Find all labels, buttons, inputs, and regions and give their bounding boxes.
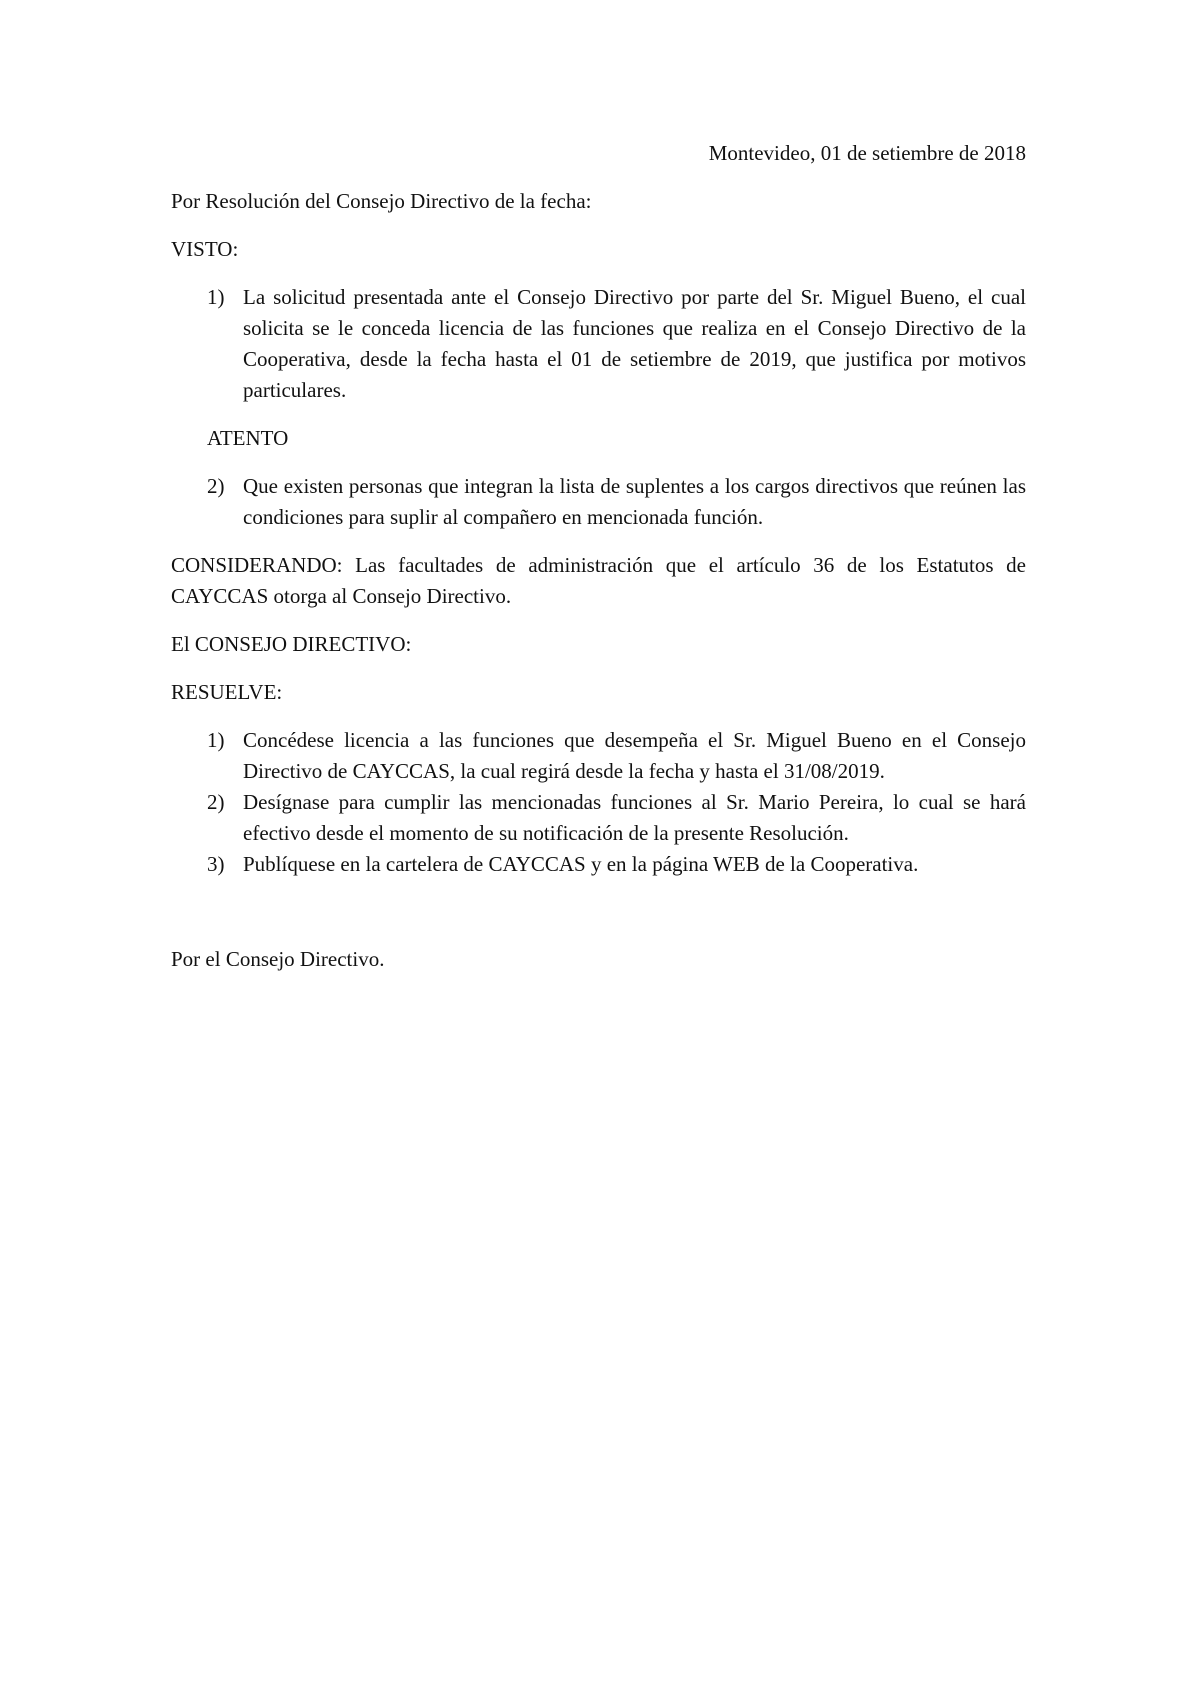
- signature-line: Por el Consejo Directivo.: [171, 947, 385, 971]
- list-item: [171, 787, 1026, 849]
- list-item: [171, 725, 1026, 787]
- list-item: [171, 471, 1026, 533]
- list-item-text: Desígnase para cumplir las mencionadas funciones al Sr. Mario Pereira, lo cual se hará efectivo desde el momento de su notificación de la presente Resolución.: [243, 790, 1026, 845]
- list-item: [171, 282, 1026, 406]
- resuelve-heading: RESUELVE:: [171, 680, 283, 704]
- list-item-text: Que existen personas que integran la lista de suplentes a los cargos directivos que reúnen las condiciones para suplir al compañero en mencionada función.: [243, 474, 1026, 529]
- atento-heading: ATENTO: [207, 426, 289, 450]
- consejo-heading: El CONSEJO DIRECTIVO:: [171, 632, 412, 656]
- resuelve-list: [171, 725, 1026, 880]
- list-item-number: 3): [207, 852, 225, 876]
- visto-heading: VISTO:: [171, 237, 239, 261]
- date-line: Montevideo, 01 de setiembre de 2018: [708, 141, 1026, 165]
- list-item-number: 2): [207, 790, 225, 814]
- considerando-paragraph: CONSIDERANDO: Las facultades de administración que el artículo 36 de los Estatutos de CAYCCAS otorga al Consejo Directivo.: [171, 553, 1026, 608]
- list-item-text: La solicitud presentada ante el Consejo Directivo por parte del Sr. Miguel Bueno, el cual solicita se le conceda licencia de las funciones que realiza en el Consejo Directivo de la Cooperativa, desde la fecha hasta el 01 de setiembre de 2019, que justifica por motivos particulares.: [243, 285, 1026, 402]
- document-page: [171, 138, 1026, 992]
- list-item-number: 1): [207, 285, 225, 309]
- list-item-number: 1): [207, 728, 225, 752]
- visto-list: [171, 282, 1026, 406]
- list-item: [171, 849, 1026, 880]
- list-item-text: Publíquese en la cartelera de CAYCCAS y en la página WEB de la Cooperativa.: [243, 852, 919, 876]
- list-item-number: 2): [207, 474, 225, 498]
- intro-paragraph: Por Resolución del Consejo Directivo de la fecha:: [171, 189, 592, 213]
- atento-list: [171, 471, 1026, 533]
- list-item-text: Concédese licencia a las funciones que desempeña el Sr. Miguel Bueno en el Consejo Directivo de CAYCCAS, la cual regirá desde la fecha y hasta el 31/08/2019.: [243, 728, 1026, 783]
